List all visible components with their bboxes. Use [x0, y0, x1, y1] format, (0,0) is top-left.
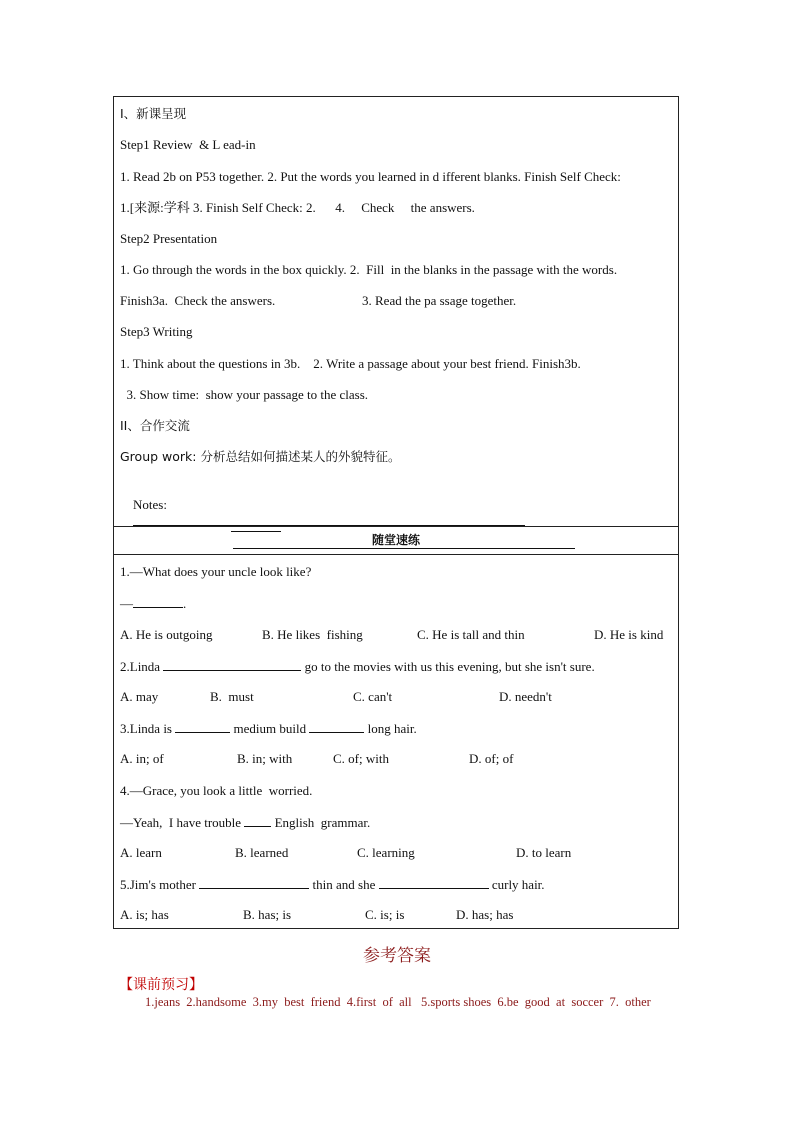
- q2-stem-b: go to the movies with us this evening, but she isn't sure.: [304, 659, 595, 674]
- q1-option-a: A. He is outgoing: [120, 627, 213, 642]
- q4-reply-a: —Yeah, I have trouble: [120, 815, 242, 830]
- q1-option-b: B. He likes fishing: [262, 627, 363, 642]
- q4-blank[interactable]: [244, 814, 271, 827]
- q3-stem: [120, 720, 417, 737]
- q4-reply-b: English grammar.: [274, 815, 371, 830]
- q3-blank-2[interactable]: [309, 720, 364, 733]
- q2-option-a: A. may: [120, 689, 159, 704]
- step3-line-1: 1. Think about the questions in 3b. 2. Write a passage about your best friend. Finish3b.: [120, 356, 581, 371]
- q5-option-d: D. has; has: [456, 907, 514, 922]
- q3-stem-a: 3.Linda is: [120, 721, 172, 736]
- q1-option-d: D. He is kind: [594, 627, 664, 642]
- q4-reply: [120, 814, 370, 831]
- q3-blank-1[interactable]: [175, 720, 230, 733]
- step3-title: Step3 Writing: [120, 324, 193, 339]
- q1-reply-line: — .: [120, 596, 187, 611]
- step3-line-2: 3. Show time: show your passage to the class.: [120, 387, 369, 402]
- step1-title: Step1 Review & L ead-in: [120, 137, 256, 152]
- q5-option-b: B. has; is: [243, 907, 292, 922]
- section-2-heading: II、合作交流: [120, 418, 190, 433]
- q1-stem: 1.—What does your uncle look like?: [120, 564, 312, 579]
- q2-option-d: D. needn't: [499, 689, 552, 704]
- q2-blank[interactable]: [163, 658, 301, 671]
- answer-key-title: 参考答案: [363, 946, 431, 966]
- q3-option-c: C. of; with: [333, 751, 389, 766]
- q4-stem: 4.—Grace, you look a little worried.: [120, 783, 313, 798]
- q5-stem: [120, 876, 545, 893]
- q4-option-a: A. learn: [120, 845, 162, 860]
- q4-option-b: B. learned: [235, 845, 289, 860]
- answer-key-line: 1.jeans 2.handsome 3.my best friend 4.first of all 5.sports shoes 6.be good at soccer 7. other: [145, 995, 651, 1009]
- step1-line-1: 1. Read 2b on P53 together. 2. Put the words you learned in d ifferent blanks. Finish Self Check:: [120, 169, 621, 184]
- q4-option-c: C. learning: [357, 845, 415, 860]
- q1-reply: —: [120, 596, 133, 611]
- group-work: Group work: 分析总结如何描述某人的外貌特征。: [120, 449, 401, 464]
- section-1-heading: I、新课呈现: [120, 106, 187, 121]
- q3-option-b: B. in; with: [237, 751, 293, 766]
- answer-key-section: 【课前预习】: [119, 977, 203, 993]
- q3-stem-c: long hair.: [367, 721, 417, 736]
- q2-option-c: C. can't: [353, 689, 393, 704]
- q3-option-a: A. in; of: [120, 751, 164, 766]
- step2-line-2a: Finish3a. Check the answers.: [120, 293, 276, 308]
- step2-title: Step2 Presentation: [120, 231, 218, 246]
- lesson-table: [113, 96, 679, 929]
- q2-stem-a: 2.Linda: [120, 659, 161, 674]
- q3-option-d: D. of; of: [469, 751, 514, 766]
- q5-stem-b: thin and she: [312, 877, 376, 892]
- q2-option-b: B. must: [210, 689, 254, 704]
- step2-line-1: 1. Go through the words in the box quickly. 2. Fill in the blanks in the passage with the words.: [120, 262, 618, 277]
- q5-option-c: C. is; is: [365, 907, 405, 922]
- step1-line-2: 1.[来源:学科 3. Finish Self Check: 2. 4. Check the answers.: [120, 200, 475, 215]
- q5-stem-c: curly hair.: [491, 877, 545, 892]
- step2-line-2b: 3. Read the pa ssage together.: [362, 293, 517, 308]
- divider-1: [114, 526, 678, 527]
- q3-stem-b: medium build: [233, 721, 307, 736]
- notes-label: Notes:: [133, 497, 167, 512]
- q5-option-a: A. is; has: [120, 907, 169, 922]
- q2-stem: [120, 658, 595, 675]
- divider-2: [114, 554, 678, 555]
- q4-option-d: D. to learn: [516, 845, 572, 860]
- q5-blank-2[interactable]: [379, 876, 489, 889]
- q1-option-c: C. He is tall and thin: [417, 627, 525, 642]
- q5-blank-1[interactable]: [199, 876, 309, 889]
- q1-blank[interactable]: [133, 595, 183, 608]
- q5-stem-a: 5.Jim's mother: [120, 877, 197, 892]
- practice-title: 随堂速练: [371, 533, 420, 547]
